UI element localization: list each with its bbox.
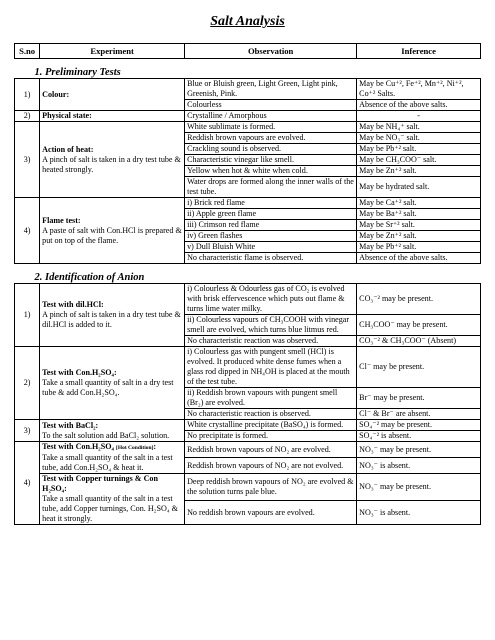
experiment-description: Take a small quantity of the salt in a test tube, add Copper turnings, Con. H₂SO₄ & heat it strongly. <box>42 494 178 523</box>
hot-condition-tag: [Hot Condition] <box>115 445 154 451</box>
observation-cell: Blue or Bluish green, Light Green, Light pink, Greenish, Pink. <box>185 79 357 100</box>
experiment-flame-test <box>40 198 185 264</box>
table-row <box>15 111 481 122</box>
row-sno: 1) <box>15 284 40 347</box>
table-row <box>15 198 481 209</box>
inference-cell: May be NO₃⁻ salt. <box>357 133 481 144</box>
table-row <box>15 474 481 501</box>
experiment-action-of-heat <box>40 122 185 198</box>
header-experiment: Experiment <box>40 44 185 59</box>
header-sno: S.no <box>15 44 40 59</box>
experiment-title: Test with Con.H₂SO₄: <box>42 368 117 377</box>
observation-cell: iv) Green flashes <box>185 231 357 242</box>
header-inference: Inference <box>357 44 481 59</box>
page-title: Salt Analysis <box>210 14 285 29</box>
row-sno: 2) <box>15 111 40 122</box>
observation-cell: Yellow when hot & white when cold. <box>185 166 357 177</box>
inference-cell: May be NH₄⁺ salt. <box>357 122 481 133</box>
row-sno: 3) <box>15 420 40 442</box>
inference-cell: NO₃⁻ is absent. <box>357 501 481 525</box>
observation-cell: No characteristic reaction is observed. <box>185 409 357 420</box>
inference-cell: May be Ba⁺² salt. <box>357 209 481 220</box>
inference-cell: May be Zn⁺² salt. <box>357 231 481 242</box>
inference-cell: SO₄⁻² is absent. <box>357 431 481 442</box>
inference-cell: May be Zn⁺² salt. <box>357 166 481 177</box>
table-row <box>15 347 481 388</box>
inference-cell: May be Pb⁺² salt. <box>357 144 481 155</box>
observation-cell: No characteristic flame is observed. <box>185 253 357 264</box>
inference-cell: Cl⁻ & Br⁻ are absent. <box>357 409 481 420</box>
observation-cell: White crystalline precipitate (BaSO₄) is formed. <box>185 420 357 431</box>
experiment-title: Action of heat: <box>42 144 94 154</box>
inference-cell: May be Sr⁺² salt. <box>357 220 481 231</box>
observation-cell: White sublimate is formed. <box>185 122 357 133</box>
experiment-description: A pinch of salt is taken in a dry test tube & dil.HCl is added to it. <box>42 310 181 329</box>
header-observation: Observation <box>185 44 357 59</box>
observation-cell: i) Colourless & Odourless gas of CO₂ is evolved with brisk effervescence which puts out flame & turns lime water milky. <box>185 284 357 315</box>
observation-cell: i) Colourless gas with pungent smell (HCl) is evolved. It produced white dense fumes when a glass rod dipped in NH₄OH is placed at the mouth of the test tube. <box>185 347 357 388</box>
experiment-description: Take a small quantity of salt in a dry test tube & add Con.H₂SO₄. <box>42 378 174 397</box>
observation-cell: No precipitate is formed. <box>185 431 357 442</box>
experiment-title: Test with Copper turnings & Con H₂SO₄: <box>42 474 158 493</box>
experiment-bacl2 <box>40 420 185 442</box>
observation-cell: Reddish brown vapours of NO₂ are evolved. <box>185 442 357 458</box>
experiment-description: A pinch of salt is taken in a dry test tube & heated strongly. <box>42 154 181 174</box>
inference-cell: Absence of the above salts. <box>357 253 481 264</box>
inference-cell: May be CH₃COO⁻ salt. <box>357 155 481 166</box>
inference-cell: May be hydrated salt. <box>357 177 481 198</box>
observation-cell: ii) Colourless vapours of CH₃COOH with vinegar smell are evolved, which turns blue litmus red. <box>185 315 357 336</box>
inference-cell: May be Ca⁺² salt. <box>357 198 481 209</box>
experiment-title: Flame test: <box>42 215 81 225</box>
table-header-row <box>15 44 481 59</box>
experiment-description: To the salt solution add BaCl₂ solution. <box>42 430 170 440</box>
row-sno: 2) <box>15 347 40 420</box>
inference-cell: - <box>357 111 481 122</box>
observation-cell: Crackling sound is observed. <box>185 144 357 155</box>
observation-cell: Reddish brown vapours are evolved. <box>185 133 357 144</box>
row-sno: 1) <box>15 79 40 111</box>
observation-cell: No characteristic reaction was observed. <box>185 336 357 347</box>
inference-cell: May be Cu⁺², Fe⁺², Mn⁺², Ni⁺², Co⁺² Salts. <box>357 79 481 100</box>
inference-cell: NO₃⁻ is absent. <box>357 458 481 474</box>
table-row <box>15 122 481 133</box>
table-row <box>15 79 481 100</box>
table-row <box>15 420 481 431</box>
experiment-hot-h2so4 <box>40 442 185 474</box>
row-sno: 3) <box>15 122 40 198</box>
experiment-con-h2so4 <box>40 347 185 420</box>
experiment-copper-turnings <box>40 474 185 525</box>
experiment-title: Test with BaCl₂: <box>42 420 99 430</box>
observation-cell: Water drops are formed along the inner walls of the test tube. <box>185 177 357 198</box>
observation-cell: Colourless <box>185 100 357 111</box>
inference-cell: NO₃⁻ may be present. <box>357 474 481 501</box>
experiment-description: A paste of salt with Con.HCl is prepared & put on top of the flame. <box>42 225 182 245</box>
inference-cell: SO₄⁻² may be present. <box>357 420 481 431</box>
observation-cell: Reddish brown vapours of NO₂ are not evolved. <box>185 458 357 474</box>
experiment-title: Test with dil.HCl: <box>42 300 104 309</box>
inference-cell: May be Pb⁺² salt. <box>357 242 481 253</box>
section-title-anion: 2. Identification of Anion <box>15 264 481 284</box>
row-sno: 4) <box>15 442 40 525</box>
inference-cell: Absence of the above salts. <box>357 100 481 111</box>
experiment-dil-hcl <box>40 284 185 347</box>
experiment-colour: Colour: <box>40 79 185 111</box>
observation-cell: ii) Reddish brown vapours with pungent smell (Br₂) are evolved. <box>185 388 357 409</box>
row-sno: 4) <box>15 198 40 264</box>
observation-cell: iii) Crimson red flame <box>185 220 357 231</box>
observation-cell: Crystalline / Amorphous <box>185 111 357 122</box>
section-title-preliminary: 1. Preliminary Tests <box>15 59 481 79</box>
inference-cell: Cl⁻ may be present. <box>357 347 481 388</box>
inference-cell: CO₃⁻² & CH₃COO⁻ (Absent) <box>357 336 481 347</box>
observation-cell: Characteristic vinegar like smell. <box>185 155 357 166</box>
inference-cell: CO₃⁻² may be present. <box>357 284 481 315</box>
experiment-description: Take a small quantity of the salt in a test tube, add Con.H₂SO₄ & heat it. <box>42 453 173 472</box>
inference-cell: NO₃⁻ may be present. <box>357 442 481 458</box>
inference-cell: Br⁻ may be present. <box>357 388 481 409</box>
observation-cell: Deep reddish brown vapours of NO₂ are evolved & the solution turns pale blue. <box>185 474 357 501</box>
salt-analysis-table <box>14 43 481 525</box>
experiment-title: Test with Con.H₂SO₄ [Hot Condition]: <box>42 442 157 451</box>
observation-cell: No reddish brown vapours are evolved. <box>185 501 357 525</box>
observation-cell: v) Dull Bluish White <box>185 242 357 253</box>
inference-cell: CH₃COO⁻ may be present. <box>357 315 481 336</box>
table-row <box>15 442 481 458</box>
observation-cell: ii) Apple green flame <box>185 209 357 220</box>
table-row <box>15 284 481 315</box>
observation-cell: i) Brick red flame <box>185 198 357 209</box>
experiment-physical-state: Physical state: <box>40 111 185 122</box>
